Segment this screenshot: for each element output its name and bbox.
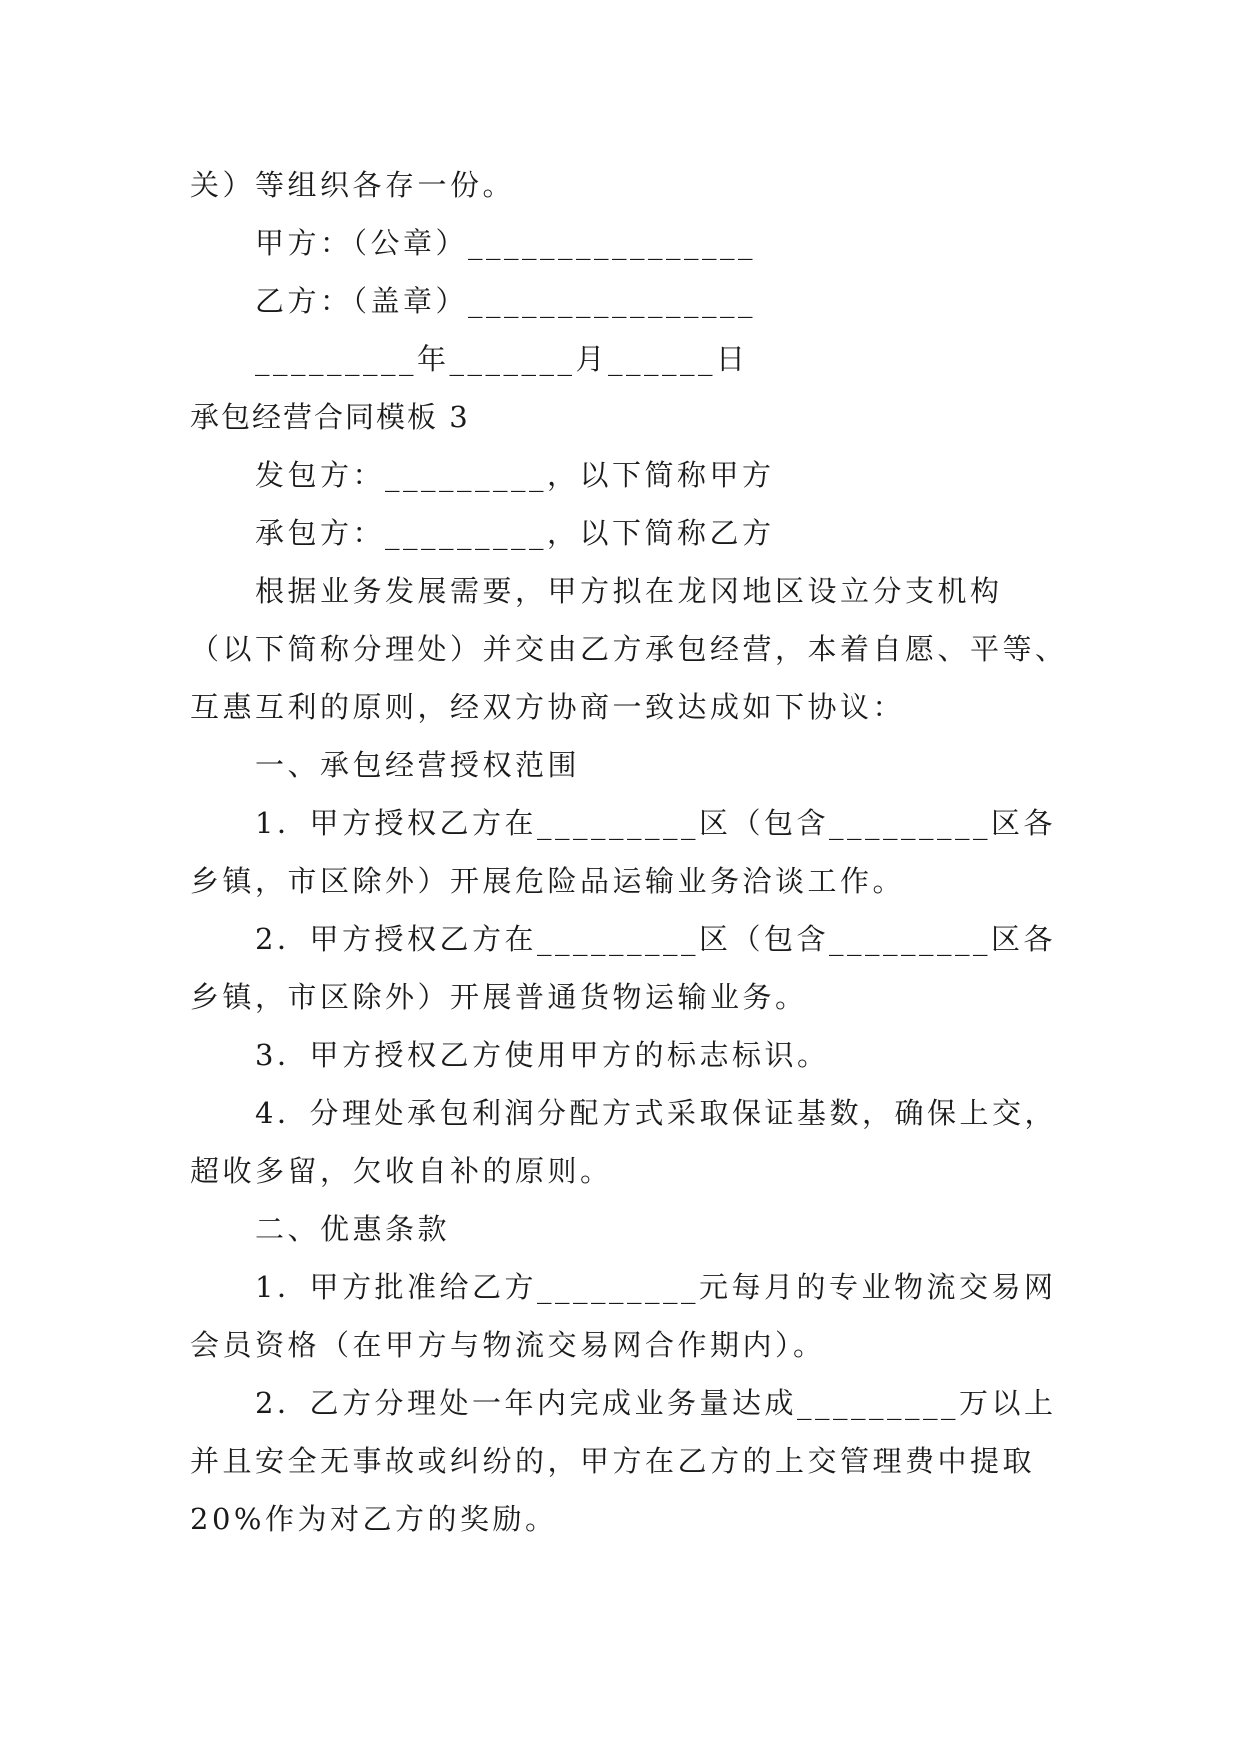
- signature-date-line: _________年_______月______日: [255, 342, 749, 376]
- contractee-line: 承包方：_________，以下简称乙方: [255, 516, 775, 550]
- clause-1-1-line-2: 乡镇，市区除外）开展危险品运输业务洽谈工作。: [190, 864, 906, 898]
- clause-2-1-line-2: 会员资格（在甲方与物流交易网合作期内）。: [190, 1328, 826, 1362]
- clause-2-1-line-1: 1．甲方批准给乙方_________元每月的专业物流交易网: [255, 1270, 1057, 1304]
- clause-1-1-line-1: 1．甲方授权乙方在_________区（包含_________区各: [255, 806, 1056, 840]
- heading-scope: 一、承包经营授权范围: [255, 748, 581, 782]
- intro-paragraph-line-1: 根据业务发展需要，甲方拟在龙冈地区设立分支机构: [255, 574, 1003, 608]
- clause-1-2-line-2: 乡镇，市区除外）开展普通货物运输业务。: [190, 980, 808, 1014]
- intro-paragraph-line-2: （以下简称分理处）并交由乙方承包经营，本着自愿、平等、: [190, 632, 1068, 666]
- clause-2-2-line-3: 20%作为对乙方的奖励。: [190, 1502, 558, 1536]
- clause-1-4-line-1: 4．分理处承包利润分配方式采取保证基数，确保上交，: [255, 1096, 1057, 1130]
- heading-benefits: 二、优惠条款: [255, 1212, 451, 1246]
- party-b-seal-line: 乙方：（盖章）________________: [255, 284, 757, 318]
- party-a-seal-line: 甲方：（公章）________________: [255, 226, 757, 260]
- clause-2-2-line-1: 2．乙方分理处一年内完成业务量达成_________万以上: [255, 1386, 1057, 1420]
- text-line-archive-note: 关）等组织各存一份。: [190, 168, 516, 202]
- clause-1-2-line-1: 2．甲方授权乙方在_________区（包含_________区各: [255, 922, 1056, 956]
- clause-2-2-line-2: 并且安全无事故或纠纷的，甲方在乙方的上交管理费中提取: [190, 1444, 1036, 1478]
- clause-1-4-line-2: 超收多留，欠收自补的原则。: [190, 1154, 613, 1188]
- intro-paragraph-line-3: 互惠互利的原则，经双方协商一致达成如下协议：: [190, 690, 906, 724]
- contractor-line: 发包方：_________，以下简称甲方: [255, 458, 775, 492]
- section-title: 承包经营合同模板 3: [190, 400, 470, 434]
- clause-1-3: 3．甲方授权乙方使用甲方的标志标识。: [255, 1038, 830, 1072]
